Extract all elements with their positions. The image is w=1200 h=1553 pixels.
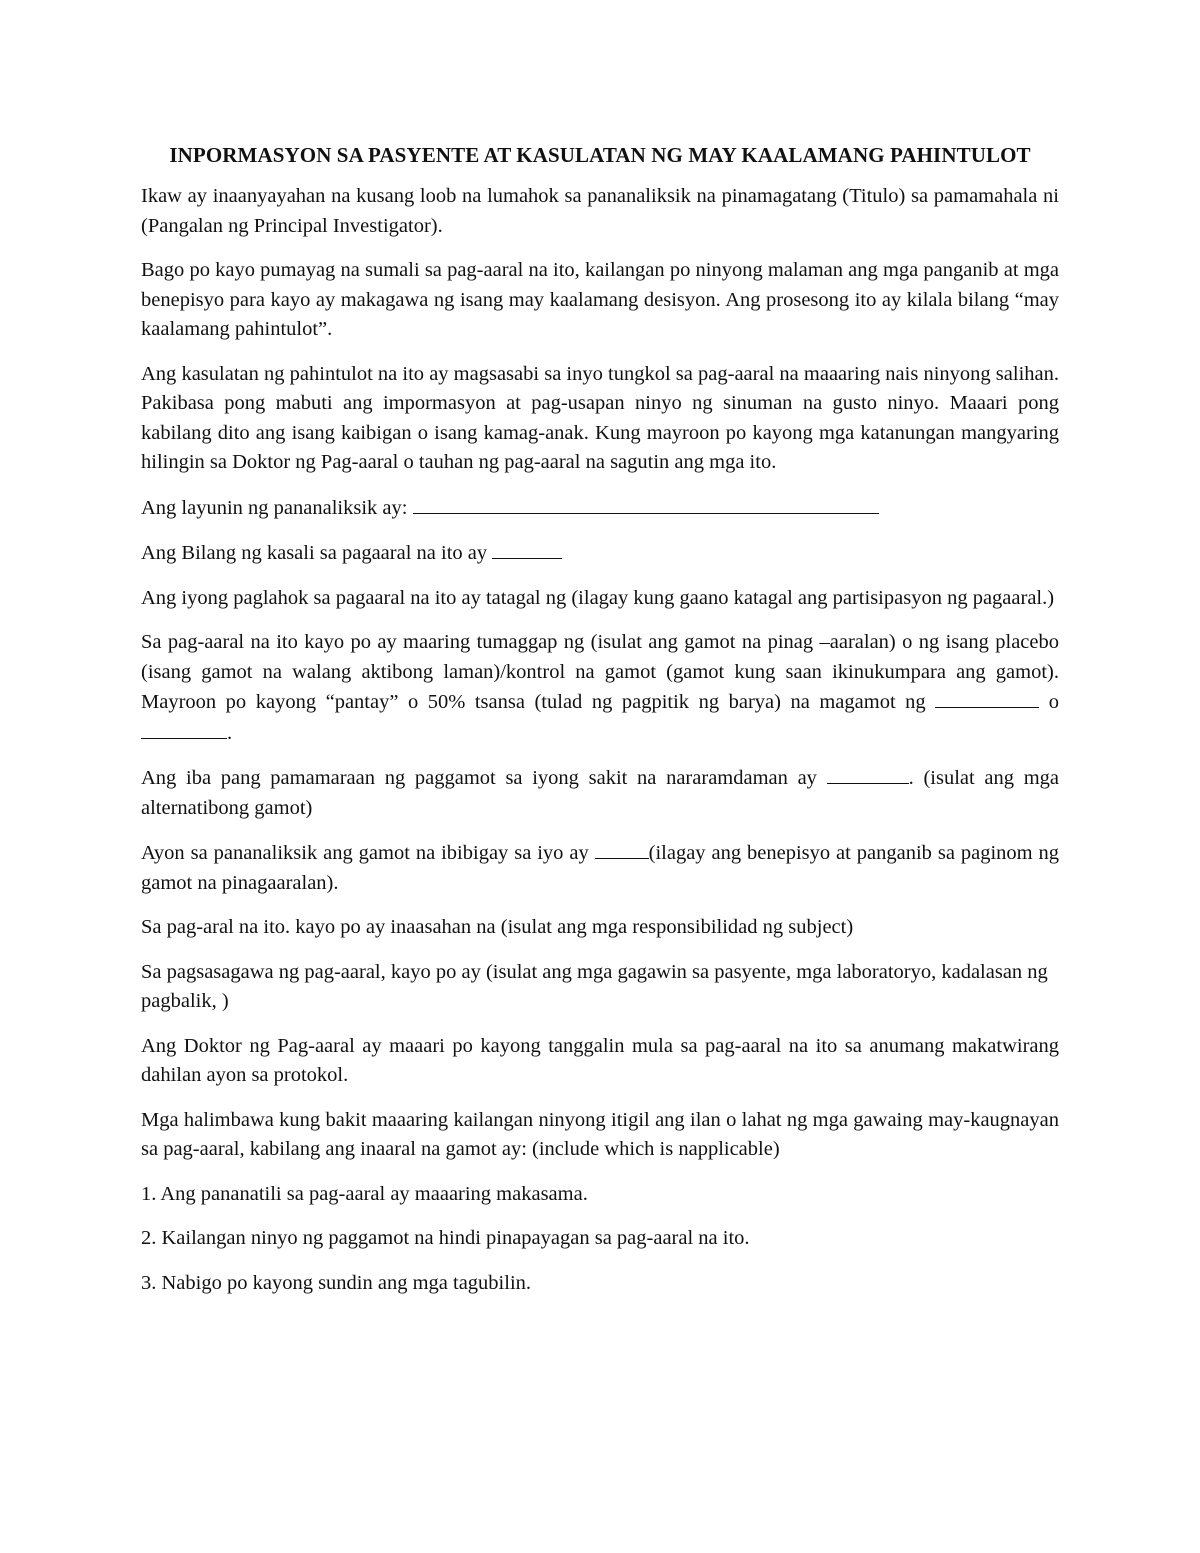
benefits-note: (ilagay ang benepisyo at panganib sa paginom ng gamot na pinagaaralan). <box>141 842 1060 894</box>
placebo-text: Sa pag-aaral na ito kayo po ay maaring tumaggap ng (isulat ang gamot na pinag –aaralan) o ng isang placebo (isang gamot na walang aktibong laman)/kontrol na gamot (gamot kung saan ikinukumpara ang gamot). Mayroon po kayong “pantay” o 50% tsansa (tulad ng pagpitik ng barya) na magamot ng <box>141 631 1059 713</box>
paragraph-withdrawal: Ang Doktor ng Pag-aaral ay maaari po kayong tanggalin mula sa pag-aaral na ito sa anumang makatwirang dahilan ayon sa protokol. <box>141 1034 1059 1086</box>
list-item: 1. Ang pananatili sa pag-aaral ay maaaring makasama. <box>141 1182 588 1205</box>
paragraph-research-objective <box>141 493 1059 524</box>
benefits-blank <box>595 838 649 859</box>
paragraph-procedures: Sa pagsasagawa ng pag-aaral, kayo po ay (isulat ang mga gagawin sa pasyente, mga laboratoryo, kadalasan ng pagbalik, ) <box>141 960 1048 1012</box>
consent-document <box>141 140 1059 1313</box>
research-objective-label: Ang layunin ng pananaliksik ay: <box>141 496 408 519</box>
paragraph-responsibilities: Sa pag-aral na ito. kayo po ay inaasahan na (isulat ang mga responsibilidad ng subject) <box>141 916 854 938</box>
paragraph-duration: Ang iyong paglahok sa pagaaral na ito ay tatagal ng (ilagay kung gaano katagal ang partisipasyon ng pagaaral.) <box>141 586 1055 609</box>
paragraph-alternatives <box>141 763 1059 823</box>
placebo-or: o <box>1048 691 1059 713</box>
document-title: INPORMASYON SA PASYENTE AT KASULATAN NG MAY KAALAMANG PAHINTULOT <box>169 143 1031 167</box>
paragraph-invitation: Ikaw ay inaanyayahan na kusang loob na lumahok sa pananaliksik na pinamagatang (Titulo) sa pamamahala ni (Pangalan ng Principal Investigator). <box>141 185 1059 237</box>
treatment-a-blank <box>935 687 1039 708</box>
paragraph-participant-count <box>141 538 1059 569</box>
paragraph-stop-examples: Mga halimbawa kung bakit maaaring kailangan ninyong itigil ang ilan o lahat ng mga gawaing may-kaugnayan sa pag-aaral, kabilang ang inaaral na gamot ay: (include which is napplicable) <box>141 1108 1059 1160</box>
placebo-period: . <box>227 721 233 744</box>
benefits-text: Ayon sa pananaliksik ang gamot na ibibigay sa iyo ay <box>141 842 589 864</box>
list-item: 2. Kailangan ninyo ng paggamot na hindi pinapayagan sa pag-aaral na ito. <box>141 1227 750 1249</box>
treatment-b-blank <box>141 718 227 739</box>
list-item: 3. Nabigo po kayong sundin ang mga tagubilin. <box>141 1271 532 1294</box>
participant-count-blank <box>492 538 562 559</box>
alternatives-text: Ang iba pang pamamaraan ng paggamot sa iyong sakit na nararamdaman ay <box>141 767 817 789</box>
paragraph-benefits-risks <box>141 838 1059 898</box>
paragraph-placebo <box>141 628 1059 748</box>
paragraph-before-agreeing: Bago po kayo pumayag na sumali sa pag-aaral na ito, kailangan po ninyong malaman ang mga panganib at mga benepisyo para kayo ay makagawa ng isang may kaalamang desisyon. Ang prosesong ito ay kilala bilang “may kaalamang pahintulot”. <box>141 259 1059 340</box>
paragraph-consent-form: Ang kasulatan ng pahintulot na ito ay magsasabi sa inyo tungkol sa pag-aaral na maaaring nais ninyong salihan. Pakibasa pong mabuti ang impormasyon at pag-usapan ninyo ng sinuman na gusto ninyo. Maaari pong kabilang dito ang isang kaibigan o isang kamag-anak. Kung mayroon po kayong mga katanungan mangyaring hilingin sa Doktor ng Pag-aaral o tauhan ng pag-aaral na sagutin ang mga ito. <box>141 362 1059 473</box>
research-objective-blank <box>413 493 879 514</box>
alternatives-note: . (isulat ang mga alternatibong gamot) <box>141 767 1059 819</box>
alternatives-blank <box>827 763 909 784</box>
participant-count-label: Ang Bilang ng kasali sa pagaaral na ito ay <box>141 542 488 564</box>
